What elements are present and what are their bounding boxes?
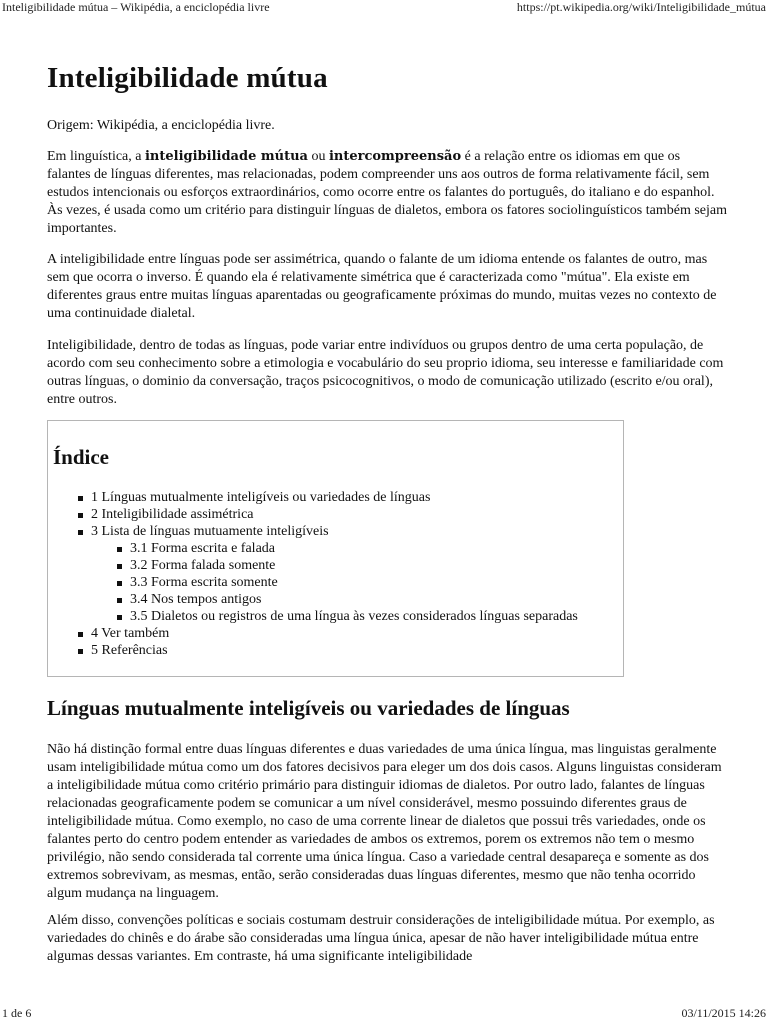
print-footer-page: 1 de 6 [2,1006,32,1020]
toc-item-2[interactable] [48,506,578,523]
section-heading: Línguas mutualmente inteligíveis ou variedades de línguas [47,696,570,720]
toc-link[interactable]: 2 Inteligibilidade assimétrica [91,507,254,522]
table-of-contents [47,420,624,677]
asymmetry-paragraph: A inteligibilidade entre línguas pode ser assimétrica, quando o falante de um idioma entende os falantes de outro, mas sem que ocorra o inverso. É quando ela é relativamente simétrica que é caracterizada como "mútua". Ela existe em diferentes graus entre muitas línguas aparentadas ou geograficamente próximas do mundo, muitas vezes no contexto de uma continuidade dialetal. [47,252,717,321]
intro-text-b: ou [307,149,329,164]
toc-item-3-4[interactable] [48,591,578,608]
variation-paragraph: Inteligibilidade, dentro de todas as línguas, pode variar entre indivíduos ou grupos dentro de uma certa população, de acordo com seu conhecimento sobre a etimologia e vocabulário do seu proprio idioma, seu interesse e familiaridade com outras línguas, o dominio da conversação, traços psicocognitivos, o modo de comunicação utilizado (escrito e/ou oral), entre outros. [47,338,724,407]
section-paragraph-2: Além disso, convenções políticas e sociais costumam destruir considerações de inteligibilidade mútua. Por exemplo, as variedades do chinês e do árabe são consideradas uma língua única, apesar de não haver inteligibilidade mútua entre algumas dessas variantes. Em contraste, há uma significante inteligibilidade [47,913,715,964]
toc-item-4[interactable] [48,625,578,642]
bullet-icon [78,530,83,535]
toc-link[interactable]: 3.1 Forma escrita e falada [130,541,275,556]
toc-link[interactable]: 3 Lista de línguas mutuamente inteligíveis [91,524,329,539]
toc-link[interactable]: 4 Ver também [91,626,170,641]
bullet-icon [78,496,83,501]
bullet-icon [117,615,122,620]
bullet-icon [117,564,122,569]
toc-link[interactable]: 5 Referências [91,643,168,658]
keyword-intercompreensao: intercompreensão [328,149,462,164]
origin-note: Origem: Wikipédia, a enciclopédia livre. [47,118,275,133]
bullet-icon [78,649,83,654]
print-header-title: Inteligibilidade mútua – Wikipédia, a enciclopédia livre [2,0,270,14]
toc-item-5[interactable] [48,642,578,659]
toc-list [48,489,578,659]
intro-text-a: Em linguística, a [47,149,145,164]
toc-item-1[interactable] [48,489,578,506]
keyword-inteligibilidade: inteligibilidade mútua [144,149,308,164]
intro-text-c: é a relação entre os idiomas em que os falantes de línguas diferentes, mas relacionadas, podem compreender uns aos outros de forma relativamente fácil, sem estudos intencionais ou esforços extraordinários, como ocorre entre os falantes do português, do italiano e do espanhol. Às vezes, é usada como um critério para distinguir línguas de dialetos, embora os fatores sociolinguísticos também sejam importantes. [47,149,727,236]
bullet-icon [117,598,122,603]
bullet-icon [78,632,83,637]
bullet-icon [78,513,83,518]
toc-link[interactable]: 3.4 Nos tempos antigos [130,592,262,607]
toc-link[interactable]: 1 Línguas mutualmente inteligíveis ou variedades de línguas [91,490,431,505]
intro-paragraph [47,148,727,238]
toc-item-3-3[interactable] [48,574,578,591]
bullet-icon [117,547,122,552]
toc-item-3-2[interactable] [48,557,578,574]
page-title: Inteligibilidade mútua [47,62,328,94]
bullet-icon [117,581,122,586]
toc-item-3[interactable] [48,523,578,540]
toc-link[interactable]: 3.2 Forma falada somente [130,558,276,573]
toc-link[interactable]: 3.5 Dialetos ou registros de uma língua às vezes considerados línguas separadas [130,609,578,624]
toc-title: Índice [53,445,110,469]
section-paragraph-1: Não há distinção formal entre duas línguas diferentes e duas variedades de uma única língua, mas linguistas geralmente usam inteligibilidade mútua como um dos fatores decisivos para eleger um dos dois casos. Alguns linguistas consideram a inteligibilidade mútua como critério primário para distinguir idiomas de dialetos. Por outro lado, falantes de línguas relacionadas geograficamente podem se comunicar a um nível considerável, mesmo possuindo diferentes graus de inteligibilidade mútua. Como exemplo, no caso de uma corrente linear de dialetos que possui três variedades, onde os falantes perto do centro podem entender as variedades de ambos os extremos, porem os extremos não tem o mesmo privilégio, não sendo considerada tal corrente uma única língua. Caso a variedade central desapareça e somente as dos extremos sobrevivam, as mesmas, então, serão consideradas duas línguas diferentes, mesmo que não tenha ocorrido algum mudança na linguagem. [47,742,722,901]
print-footer-datetime: 03/11/2015 14:26 [681,1006,766,1020]
toc-item-3-1[interactable] [48,540,578,557]
toc-item-3-5[interactable] [48,608,578,625]
toc-link[interactable]: 3.3 Forma escrita somente [130,575,278,590]
print-header-url: https://pt.wikipedia.org/wiki/Inteligibilidade_mútua [516,0,766,14]
